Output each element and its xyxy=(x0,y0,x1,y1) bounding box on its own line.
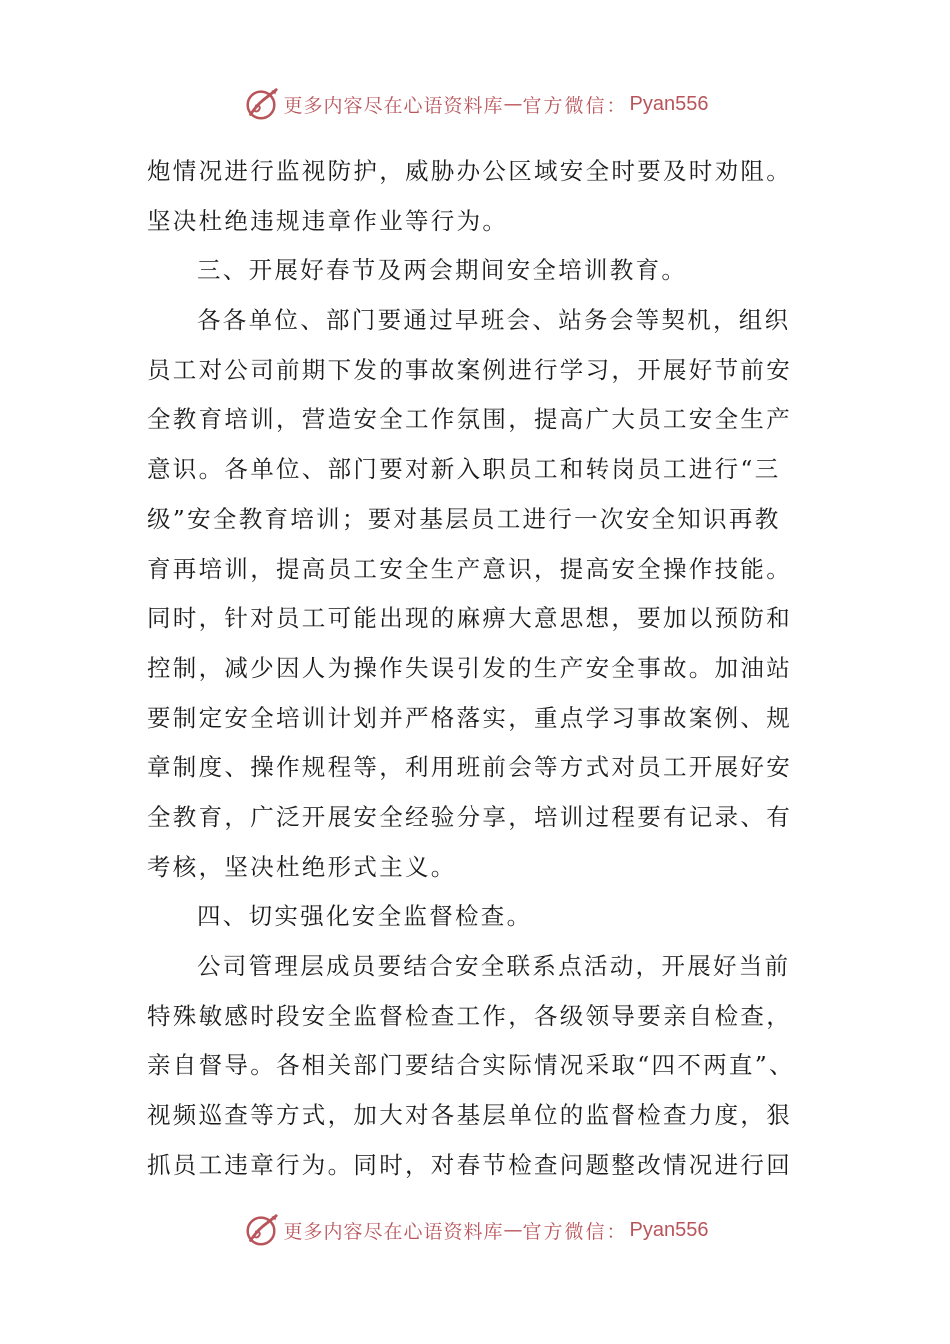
text-line: 同时，针对员工可能出现的麻痹大意思想，要加以预防和 xyxy=(147,604,792,633)
text-line: 三、开展好春节及两会期间安全培训教育。 xyxy=(197,256,688,285)
text-line: 视频巡查等方式，加大对各基层单位的监督检查力度，狠 xyxy=(147,1101,792,1130)
header-watermark xyxy=(0,84,950,124)
text-line: 控制，减少因人为操作失误引发的生产安全事故。加油站 xyxy=(147,653,792,682)
text-line: 级”安全教育培训；要对基层员工进行一次安全知识再教 xyxy=(147,504,781,533)
watermark-separator: — xyxy=(503,93,523,115)
text-line: 公司管理层成员要结合安全联系点活动，开展好当前 xyxy=(197,952,791,980)
watermark-official-text: 官方微信： xyxy=(522,1220,628,1243)
text-line: 亲自督导。各相关部门要结合实际情况采取“四不两直”、 xyxy=(147,1051,795,1080)
text-line: 考核，坚决杜绝形式主义。 xyxy=(147,852,457,881)
text-line: 全教育，广泛开展安全经验分享，培训过程要有记录、有 xyxy=(147,802,792,831)
watermark-separator: — xyxy=(503,1219,523,1241)
text-line: 各各单位、部门要通过早班会、站务会等契机，组织 xyxy=(197,306,791,335)
watermark-official-text: 官方微信： xyxy=(522,94,628,117)
document-body xyxy=(147,147,797,1190)
text-line: 坚决杜绝违规违章作业等行为。 xyxy=(147,206,509,235)
watermark-site-text: 更多内容尽在心语资料库 xyxy=(283,1220,504,1243)
watermark-wechat-id: Pyan556 xyxy=(629,92,709,115)
text-line: 四、切实强化安全监督检查。 xyxy=(197,902,533,931)
pen-logo-icon xyxy=(242,1211,280,1249)
text-line: 全教育培训，营造安全工作氛围，提高广大员工安全生产 xyxy=(147,405,792,434)
watermark-site-text: 更多内容尽在心语资料库 xyxy=(283,94,504,117)
text-line: 员工对公司前期下发的事故案例进行学习，开展好节前安 xyxy=(147,355,792,384)
text-line: 特殊敏感时段安全监督检查工作，各级领导要亲自检查， xyxy=(147,1001,792,1030)
text-line: 要制定安全培训计划并严格落实，重点学习事故案例、规 xyxy=(147,703,792,732)
pen-logo-icon xyxy=(242,85,280,123)
text-line: 育再培训，提高员工安全生产意识，提高安全操作技能。 xyxy=(147,554,792,583)
footer-watermark xyxy=(0,1210,950,1250)
text-line: 章制度、操作规程等，利用班前会等方式对员工开展好安 xyxy=(147,753,792,782)
text-line: 抓员工违章行为。同时，对春节检查问题整改情况进行回 xyxy=(147,1150,792,1179)
text-line: 意识。各单位、部门要对新入职员工和转岗员工进行“三 xyxy=(147,455,781,484)
text-line: 炮情况进行监视防护，威胁办公区域安全时要及时劝阻。 xyxy=(147,157,792,185)
watermark-wechat-id: Pyan556 xyxy=(629,1218,709,1241)
